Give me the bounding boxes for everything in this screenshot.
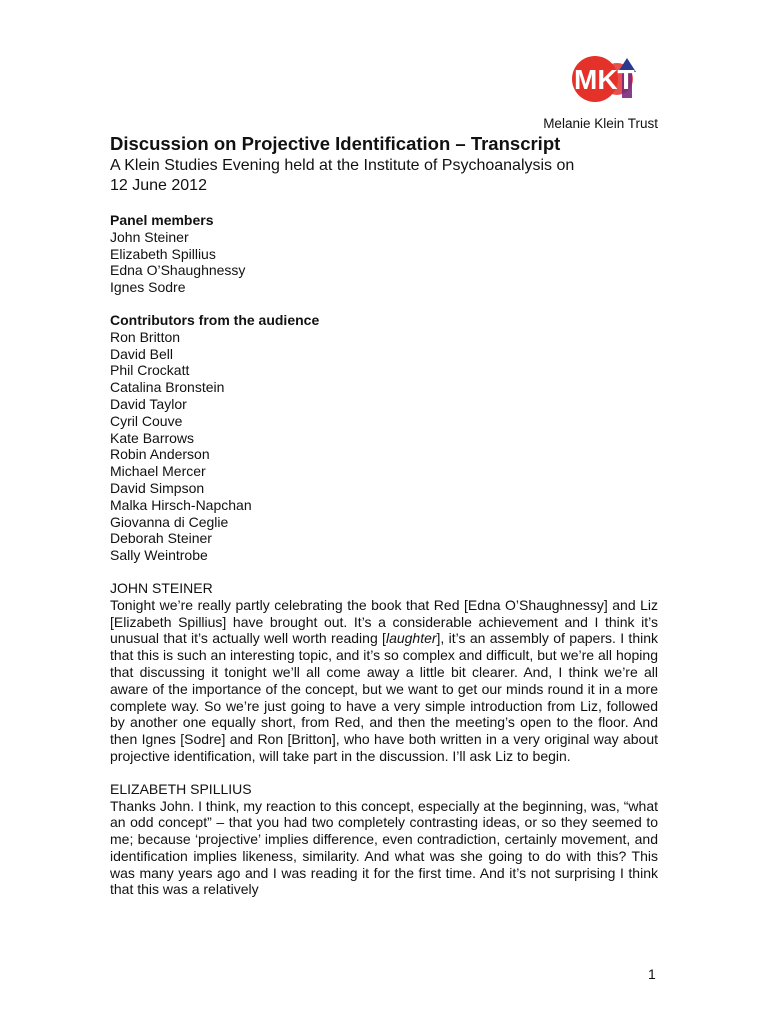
audience-member: Malka Hirsch-Napchan — [110, 496, 252, 513]
audience-member: Robin Anderson — [110, 446, 210, 463]
panel-member: Edna O’Shaughnessy — [110, 262, 246, 279]
panel-member: John Steiner — [110, 228, 189, 245]
panel-list — [110, 229, 658, 296]
logo-text: MKT — [574, 64, 635, 95]
document-body — [110, 133, 658, 898]
audience-member: Cyril Couve — [110, 412, 183, 429]
audience-member: Michael Mercer — [110, 463, 206, 480]
subtitle-line-2: 12 June 2012 — [110, 177, 207, 194]
document-title: Discussion on Projective Identification – Transcript — [110, 133, 561, 154]
organization-name: Melanie Klein Trust — [543, 116, 658, 131]
audience-member: David Taylor — [110, 395, 187, 412]
panel-member: Ignes Sodre — [110, 279, 186, 296]
audience-heading: Contributors from the audience — [110, 311, 320, 328]
audience-list — [110, 329, 658, 564]
stage-direction: laughter — [385, 630, 437, 647]
speaker-name: JOHN STEINER — [110, 579, 213, 596]
speaker-name: ELIZABETH SPILLIUS — [110, 780, 252, 797]
audience-member: Sally Weintrobe — [110, 547, 208, 564]
audience-section — [110, 312, 658, 564]
document-subtitle — [110, 156, 658, 196]
subtitle-line-1: A Klein Studies Evening held at the Institute of Psychoanalysis on — [110, 157, 575, 174]
speech-text: ], it’s an assembly of papers. I think that this is such an interesting topic, and it’s so complex and difficult, but we’re all hoping that discussing it tonight we’ll all come away a little bit clearer. And, I think we’re all aware of the importance of the concept, but we want to get our minds round it in a more complete way. So we’re just going to have a very simple introduction from Liz, followed by another one equally short, from Red, and then the meeting’s open to the floor. And then Ignes [Sodre] and Ron [Britton], who have both written in a very original way about projective identification, will take part in the discussion. I’ll ask Liz to begin. — [110, 630, 659, 764]
audience-member: Ron Britton — [110, 328, 181, 345]
audience-member: Phil Crockatt — [110, 362, 190, 379]
speech-paragraph — [110, 597, 658, 765]
mkt-logo — [570, 52, 646, 106]
audience-member: David Bell — [110, 345, 174, 362]
speech-paragraph: Thanks John. I think, my reaction to this concept, especially at the beginning, was, “what an odd concept” – that you had two completely contrasting ideas, or so they seemed to me; because ‘projective’ implies difference, even contradiction, certainly movement, and identification implies likeness, similarity. And what was she going to do with this? This was many years ago and I was reading it for the first time. And it’s not surprising I think that this was a relatively — [110, 797, 658, 898]
panel-member: Elizabeth Spillius — [110, 245, 216, 262]
audience-member: Giovanna di Ceglie — [110, 513, 229, 530]
speech-text: Tonight we’re really partly celebrating the book that Red [Edna O’Shaughnessy] and Liz [Elizabeth Spillius] have brought out. It’s a considerable achievement and I think it’s unusual that it’s actually well worth reading [ — [110, 596, 658, 647]
audience-member: Deborah Steiner — [110, 530, 212, 547]
audience-member: David Simpson — [110, 479, 205, 496]
panel-heading: Panel members — [110, 212, 214, 228]
audience-member: Kate Barrows — [110, 429, 195, 446]
audience-member: Catalina Bronstein — [110, 379, 225, 396]
panel-section — [110, 212, 658, 296]
page-number: 1 — [648, 966, 656, 982]
